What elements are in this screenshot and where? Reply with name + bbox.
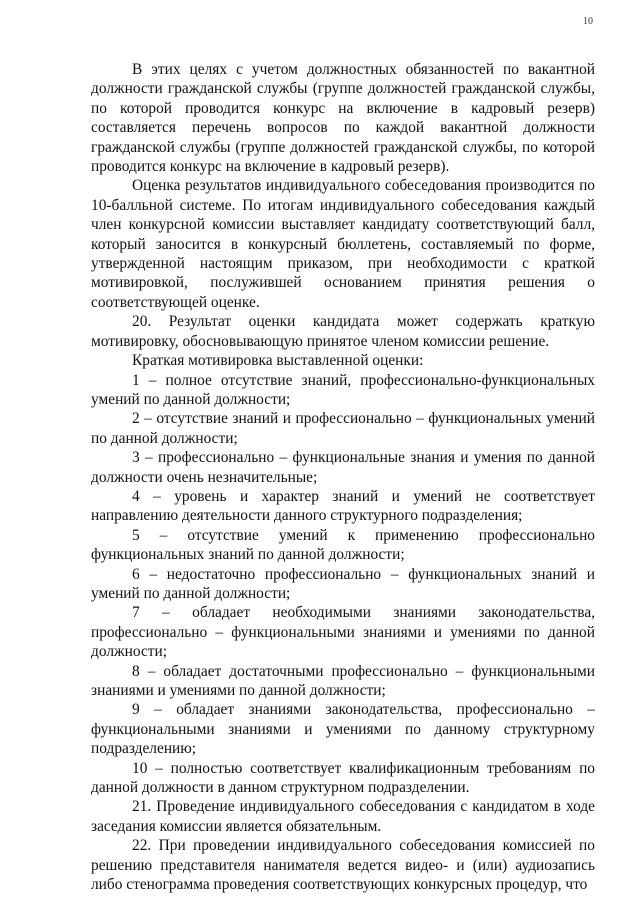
score-item-9: 9 – обладает знаниями законодательства, профессионально – функциональными знаниями и умениями по данному структурному подразделению; [91, 701, 595, 758]
score-item-3: 3 – профессионально – функциональные знания и умения по данной должности очень незначительные; [91, 449, 595, 486]
paragraph-evaluation-system: Оценка результатов индивидуального собеседования производится по 10-балльной системе. По итогам индивидуального собеседования каждый член конкурсной комиссии выставляет кандидату соответствующий балл, который заносится в конкурсный бюллетень, составляемый по форме, утвержденной настоящим приказом, при необходимости с краткой мотивировкой, послужившей основанием принятия решения о соответствующей оценке. [91, 177, 595, 311]
score-item-5: 5 – отсутствие умений к применению профессионально функциональных знаний по данной должности; [91, 526, 595, 564]
paragraph-item-22: 22. При проведении индивидуального собеседования комиссией по решению представителя нанимателя ведется видео- и (или) аудиозапись либо стенограмма проведения соответствующих конкурсных процедур, что [91, 837, 595, 894]
document-body [91, 60, 595, 894]
paragraph-item-21: 21. Проведение индивидуального собеседования с кандидатом в ходе заседания комиссии является обязательным. [91, 798, 595, 835]
score-item-10: 10 – полностью соответствует квалификационным требованиям по данной должности в данном структурном подразделении. [91, 759, 595, 797]
paragraph-questions-list: В этих целях с учетом должностных обязанностей по вакантной должности гражданской службы (группе должностей гражданской службы, по которой проводится конкурс на включение в кадровый резерв) составляется перечень вопросов по каждой вакантной должности гражданской службы (группе должностей гражданской службы, по которой проводится конкурс на включение в кадровый резерв). [91, 61, 595, 176]
score-item-4: 4 – уровень и характер знаний и умений не соответствует направлению деятельности данного структурного подразделения; [91, 487, 595, 525]
paragraph-item-20: 20. Результат оценки кандидата может содержать краткую мотивировку, обосновывающую принятое членом комиссии решение. [91, 313, 595, 350]
page-number: 10 [583, 16, 593, 27]
score-item-2: 2 – отсутствие знаний и профессионально – функциональных умений по данной должности; [91, 410, 595, 447]
score-item-1: 1 – полное отсутствие знаний, профессионально-функциональных умений по данной должности; [91, 371, 595, 408]
score-item-8: 8 – обладает достаточными профессионально – функциональными знаниями и умениями по данной должности; [91, 662, 595, 699]
score-item-7: 7 – обладает необходимыми знаниями законодательства, профессионально – функциональными знаниями и умениями по данной должности; [91, 604, 595, 661]
paragraph-motivation-heading: Краткая мотивировка выставленной оценки: [132, 352, 424, 370]
score-item-6: 6 – недостаточно профессионально – функциональных знаний и умений по данной должности; [91, 565, 595, 602]
